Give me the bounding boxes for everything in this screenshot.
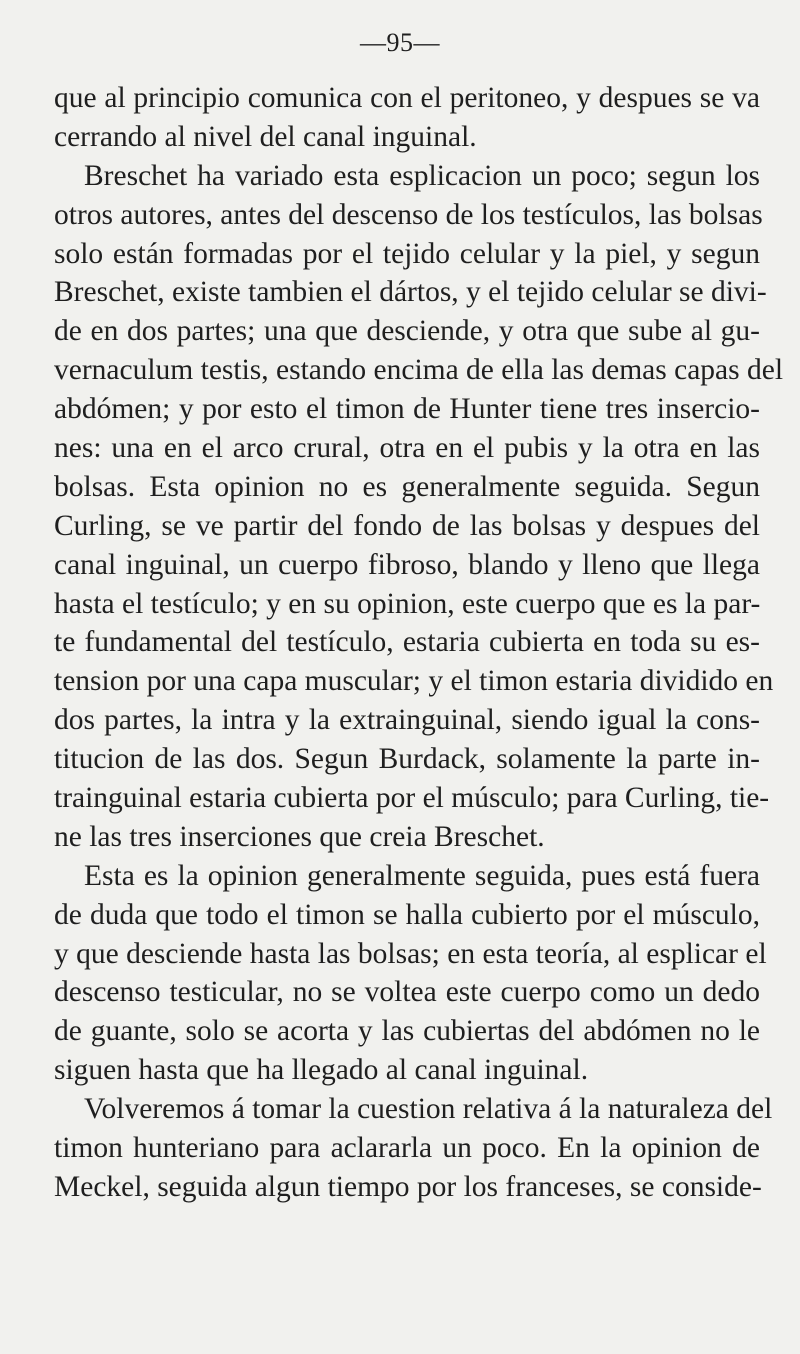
paragraph-1 bbox=[54, 79, 760, 157]
text-line: y que desciende hasta las bolsas; en esta teoría, al esplicar el bbox=[54, 937, 767, 970]
text-line: trainguinal estaria cubierta por el músculo; para Curling, tie- bbox=[54, 782, 770, 815]
text-line: vernaculum testis, estando encima de ella las demas capas del bbox=[54, 354, 784, 387]
text-line: otros autores, antes del descenso de los testículos, las bolsas bbox=[54, 198, 763, 231]
body-text bbox=[54, 79, 784, 1207]
text-line: Meckel, seguida algun tiempo por los franceses, se conside- bbox=[54, 1170, 762, 1203]
text-line: te fundamental del testículo, estaria cubierta en toda su es- bbox=[54, 626, 760, 659]
text-line: hasta el testículo; y en su opinion, este cuerpo que es la par- bbox=[54, 587, 761, 620]
paragraph-2 bbox=[54, 157, 784, 857]
text-line: Breschet, existe tambien el dártos, y el tejido celular se divi- bbox=[54, 276, 767, 309]
text-line: tension por una capa muscular; y el timon estaria dividido en bbox=[54, 665, 774, 698]
text-line: que al principio comunica con el peritoneo, y despues se va bbox=[54, 82, 760, 114]
text-line: descenso testicular, no se voltea este cuerpo como un dedo bbox=[54, 976, 760, 1009]
text-line: cerrando al nivel del canal inguinal. bbox=[54, 120, 477, 153]
paragraph-3 bbox=[54, 857, 767, 1090]
text-line: abdómen; y por esto el timon de Hunter tiene tres insercio- bbox=[54, 393, 760, 426]
text-line: Esta es la opinion generalmente seguida, pues está fuera bbox=[84, 859, 760, 892]
text-line: ne las tres inserciones que creia Breschet. bbox=[54, 820, 545, 853]
text-line: de en dos partes; una que desciende, y otra que sube al gu- bbox=[54, 315, 760, 348]
text-line: de guante, solo se acorta y las cubiertas del abdómen no le bbox=[54, 1015, 760, 1048]
text-line: Curling, se ve partir del fondo de las bolsas y despues del bbox=[54, 509, 760, 542]
paragraph-4 bbox=[54, 1090, 773, 1207]
text-line: timon hunteriano para aclararla un poco. En la opinion de bbox=[54, 1132, 760, 1165]
text-line: solo están formadas por el tejido celular y la piel, y segun bbox=[54, 237, 760, 270]
text-line: de duda que todo el timon se halla cubierto por el músculo, bbox=[54, 898, 760, 931]
text-line: dos partes, la intra y la extrainguinal, siendo igual la cons- bbox=[54, 704, 760, 737]
text-line: nes: una en el arco crural, otra en el pubis y la otra en las bbox=[54, 432, 760, 465]
text-line: siguen hasta que ha llegado al canal inguinal. bbox=[54, 1054, 589, 1087]
text-line: Volveremos á tomar la cuestion relativa á la naturaleza del bbox=[84, 1093, 773, 1126]
text-line: titucion de las dos. Segun Burdack, solamente la parte in- bbox=[54, 743, 760, 776]
text-line: bolsas. Esta opinion no es generalmente seguida. Segun bbox=[54, 470, 760, 503]
page-number: —95— bbox=[360, 28, 440, 57]
text-line: Breschet ha variado esta esplicacion un poco; segun los bbox=[84, 159, 760, 192]
text-line: canal inguinal, un cuerpo fibroso, blando y lleno que llega bbox=[54, 548, 760, 581]
